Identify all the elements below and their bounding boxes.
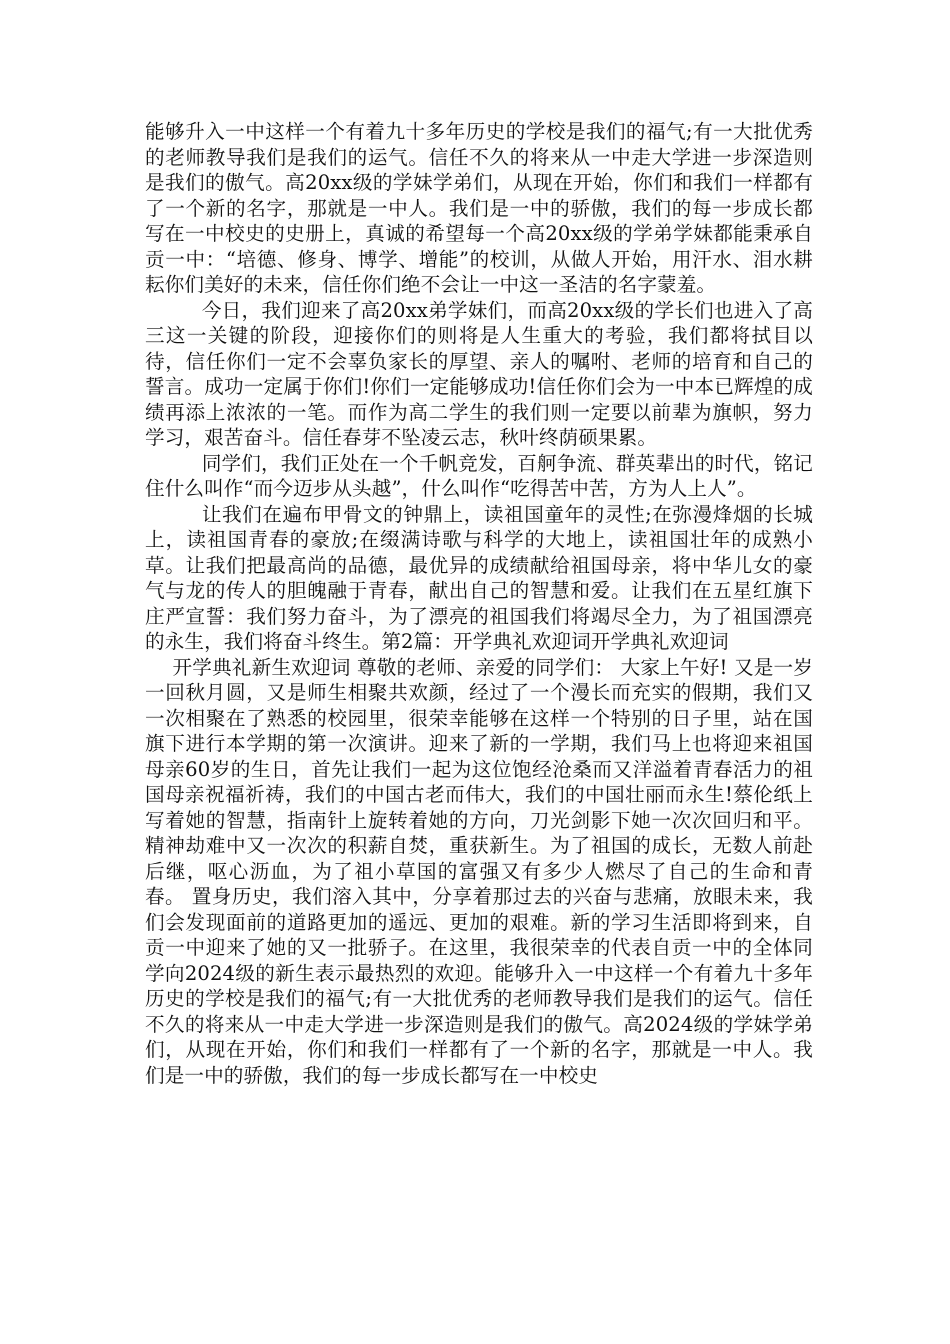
paragraph-4: 让我们在遍布甲骨文的钟鼎上，读祖国童年的灵性;在弥漫烽烟的长城上，读祖国青春的豪放;在缀满诗歌与科学的大地上，读祖国壮年的成熟小草。让我们把最高尚的品德，最优异的成绩献给祖国母亲，将中华儿女的豪气与龙的传人的胆魄融于青春，献出自己的智慧和爱。让我们在五星红旗下庄严宣誓：我们努力奋斗，为了漂亮的祖国我们将竭尽全力，为了祖国漂亮的永生，我们将奋斗终生。第2篇：开学典礼欢迎词开学典礼欢迎词 [145,502,813,653]
paragraph-2: 今日，我们迎来了高20xx弟学妹们，而高20xx级的学长们也进入了高三这一关键的阶段，迎接你们的则将是人生重大的考验，我们都将拭目以待，信任你们一定不会辜负家长的厚望、亲人的嘱咐、老师的培育和自己的誓言。成功一定属于你们!你们一定能够成功!信任你们会为一中本已辉煌的成绩再添上浓浓的一笔。而作为高二学生的我们则一定要以前辈为旗帜，努力学习，艰苦奋斗。信任春芽不坠凌云志，秋叶终荫硕果累。 [145,298,813,449]
paragraph-3: 同学们，我们正处在一个千帆竞发，百舸争流、群英辈出的时代，铭记住什么叫作“而今迈步从头越”，什么叫作“吃得苦中苦，方为人上人”。 [145,451,813,500]
paragraph-5: 开学典礼新生欢迎词 尊敬的老师、亲爱的同学们： 大家上午好! 又是一岁一回秋月圆，又是师生相聚共欢颜，经过了一个漫长而充实的假期，我们又一次相聚在了熟悉的校园里，很荣幸能够在这样一个特别的日子里，站在国旗下进行本学期的第一次演讲。迎来了新的一学期，我们马上也将迎来祖国母亲60岁的生日，首先让我们一起为这位饱经沧桑而又洋溢着青春活力的祖国母亲祝福祈祷，我们的中国古老而伟大，我们的中国壮丽而永生!蔡伦纸上写着她的智慧，指南针上旋转着她的方向，刀光剑影下她一次次回归和平。精神劫难中又一次次的积薪自焚，重获新生。为了祖国的成长，无数人前赴后继，呕心沥血，为了祖小草国的富强又有多少人燃尽了自己的生命和青春。 置身历史，我们溶入其中，分享着那过去的兴奋与悲痛，放眼未来，我们会发现面前的道路更加的遥远、更加的艰难。新的学习生活即将到来，自贡一中迎来了她的又一批骄子。在这里，我很荣幸的代表自贡一中的全体同学向2024级的新生表示最热烈的欢迎。能够升入一中这样一个有着九十多年历史的学校是我们的福气;有一大批优秀的老师教导我们是我们的运气。信任不久的将来从一中走大学进一步深造则是我们的傲气。高2024级的学妹学弟们，从现在开始，你们和我们一样都有了一个新的名字，那就是一中人。我们是一中的骄傲，我们的每一步成长都写在一中校史 [145,655,813,1087]
paragraph-1: 能够升入一中这样一个有着九十多年历史的学校是我们的福气;有一大批优秀的老师教导我们是我们的运气。信任不久的将来从一中走大学进一步深造则是我们的傲气。高20xx级的学妹学弟们，从现在开始，你们和我们一样都有了一个新的名字，那就是一中人。我们是一中的骄傲，我们的每一步成长都写在一中校史的史册上，真诚的希望每一个高20xx级的学弟学妹都能秉承自贡一中：“培德、修身、博学、增能”的校训，从做人开始，用汗水、泪水耕耘你们美好的未来，信任你们绝不会让一中这一圣洁的名字蒙羞。 [145,120,813,296]
document-body [145,119,813,1088]
